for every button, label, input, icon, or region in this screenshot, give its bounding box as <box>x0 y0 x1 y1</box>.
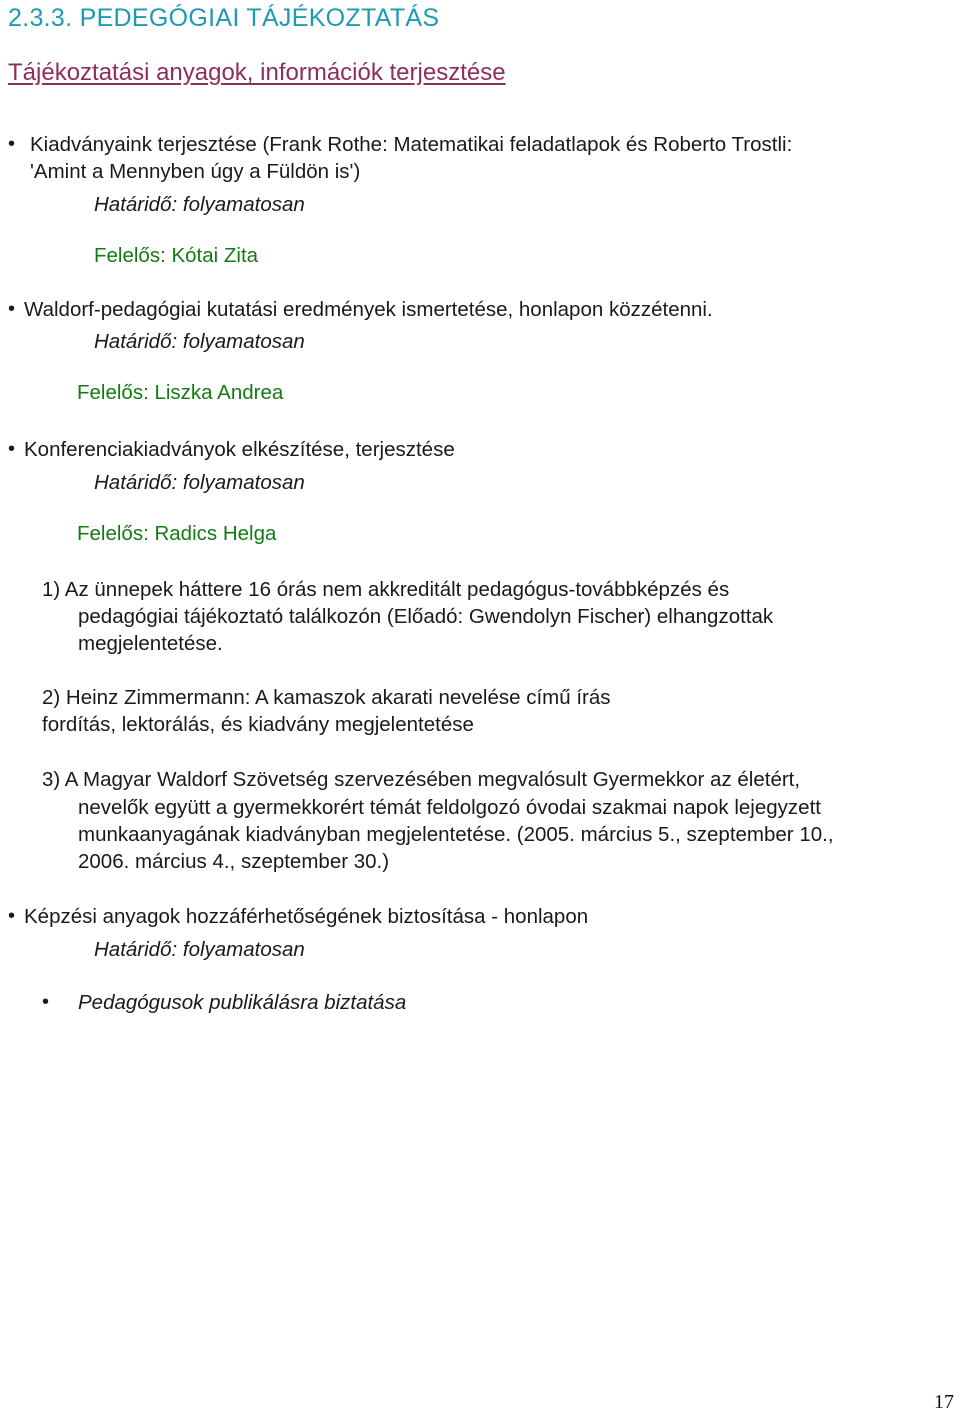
numbered-1-line-2: pedagógiai tájékoztató találkozón (Előadó: Gwendolyn Fischer) elhangzottak <box>78 605 774 628</box>
bullet-marker: • <box>8 438 16 460</box>
item-1-responsible: Felelős: Kótai Zita <box>94 244 259 267</box>
item-3-deadline: Határidő: folyamatosan <box>94 471 305 494</box>
item-3-responsible: Felelős: Radics Helga <box>77 522 277 545</box>
bullet-marker: • <box>8 298 16 320</box>
item-3-text: Konferenciakiadványok elkészítése, terjesztése <box>24 438 455 461</box>
numbered-3-line-3: munkaanyagának kiadványban megjelentetése. (2005. március 5., szeptember 10., <box>78 823 834 846</box>
bullet-marker: • <box>8 905 16 927</box>
bullet-marker: • <box>42 991 50 1013</box>
item-2-deadline: Határidő: folyamatosan <box>94 330 305 353</box>
item-1-text-line-2: 'Amint a Mennyben úgy a Füldön is') <box>30 160 361 183</box>
numbered-2-line-2: fordítás, lektorálás, és kiadvány megjelentetése <box>42 713 474 736</box>
numbered-3-line-1: 3) A Magyar Waldorf Szövetség szervezésében megvalósult Gyermekkor az életért, <box>42 768 801 791</box>
section-heading: 2.3.3. PEDEGÓGIAI TÁJÉKOZTATÁS <box>8 4 440 32</box>
item-4-text: Képzési anyagok hozzáférhetőségének biztosítása - honlapon <box>24 905 589 928</box>
numbered-1-line-1: 1) Az ünnepek háttere 16 órás nem akkreditált pedagógus-továbbképzés és <box>42 578 730 601</box>
item-1-text-line-1: Kiadványaink terjesztése (Frank Rothe: Matematikai feladatlapok és Roberto Trostli: <box>30 133 793 156</box>
numbered-3-line-2: nevelők együtt a gyermekkorért témát feldolgozó óvodai szakmai napok lejegyzett <box>78 796 821 819</box>
item-4-deadline: Határidő: folyamatosan <box>94 938 305 961</box>
numbered-2-line-1: 2) Heinz Zimmermann: A kamaszok akarati nevelése című írás <box>42 686 611 709</box>
section-subheading: Tájékoztatási anyagok, információk terjesztése <box>8 59 506 86</box>
numbered-1-line-3: megjelentetése. <box>78 632 223 655</box>
item-2-text: Waldorf-pedagógiai kutatási eredmények ismertetése, honlapon közzétenni. <box>24 298 713 321</box>
bullet-marker: • <box>8 133 16 155</box>
numbered-3-line-4: 2006. március 4., szeptember 30.) <box>78 850 390 873</box>
item-1-deadline: Határidő: folyamatosan <box>94 193 305 216</box>
item-5-text: Pedagógusok publikálásra biztatása <box>78 991 407 1014</box>
item-2-responsible: Felelős: Liszka Andrea <box>77 381 284 404</box>
page-number: 17 <box>934 1391 954 1413</box>
